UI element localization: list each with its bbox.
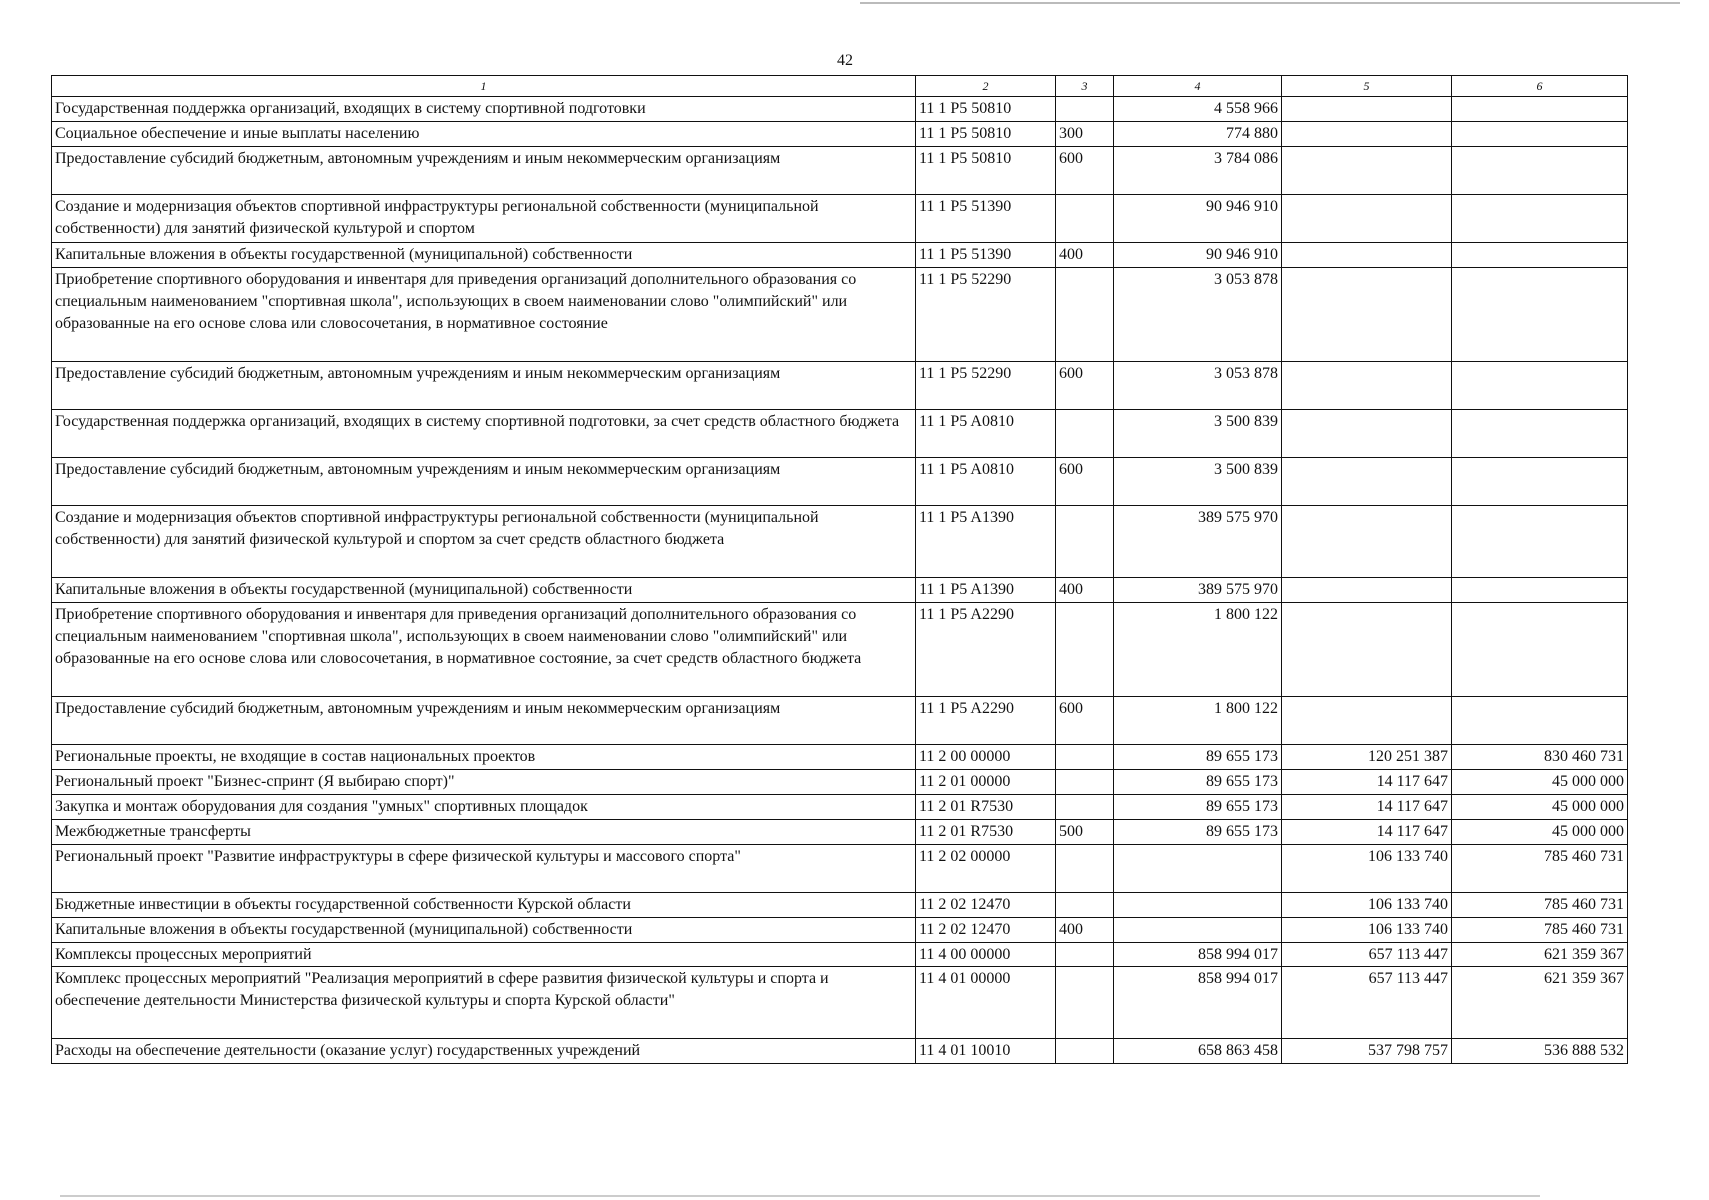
row-name: Закупка и монтаж оборудования для создания "умных" спортивных площадок — [52, 795, 916, 820]
col-header-5: 5 — [1282, 76, 1452, 97]
row-code: 11 4 01 00000 — [916, 967, 1056, 1039]
row-value-4: 858 994 017 — [1114, 967, 1282, 1039]
row-expense-type — [1056, 268, 1114, 362]
table-row — [52, 603, 1628, 697]
row-value-4: 3 053 878 — [1114, 362, 1282, 410]
row-expense-type — [1056, 795, 1114, 820]
table-header-row — [52, 76, 1628, 97]
row-value-6 — [1452, 697, 1628, 745]
row-value-4: 89 655 173 — [1114, 745, 1282, 770]
row-name: Приобретение спортивного оборудования и инвентаря для приведения организаций дополнительного образования со специальным наименованием "спортивная школа", использующих в своем наименовании слово "олимпийский" или образованные на его основе слова или словосочетания, в нормативное состояние, за счет средств областного бюджета — [52, 603, 916, 697]
row-value-6: 785 460 731 — [1452, 893, 1628, 918]
col-header-6: 6 — [1452, 76, 1628, 97]
row-value-6: 536 888 532 — [1452, 1039, 1628, 1064]
row-value-5: 120 251 387 — [1282, 745, 1452, 770]
row-value-4: 90 946 910 — [1114, 243, 1282, 268]
row-value-6: 45 000 000 — [1452, 820, 1628, 845]
scan-bottom-edge — [60, 1195, 1540, 1197]
row-expense-type — [1056, 745, 1114, 770]
table-row — [52, 967, 1628, 1039]
row-expense-type: 600 — [1056, 362, 1114, 410]
row-value-6: 621 359 367 — [1452, 943, 1628, 967]
row-code: 11 1 P5 52290 — [916, 268, 1056, 362]
scan-top-edge — [860, 2, 1680, 4]
row-value-5: 14 117 647 — [1282, 795, 1452, 820]
row-name: Предоставление субсидий бюджетным, автономным учреждениям и иным некоммерческим организациям — [52, 362, 916, 410]
row-value-4: 858 994 017 — [1114, 943, 1282, 967]
table-row — [52, 770, 1628, 795]
row-value-6 — [1452, 195, 1628, 243]
row-expense-type — [1056, 506, 1114, 578]
row-value-4: 774 880 — [1114, 122, 1282, 147]
row-expense-type — [1056, 770, 1114, 795]
row-value-5 — [1282, 147, 1452, 195]
row-expense-type: 600 — [1056, 147, 1114, 195]
row-code: 11 1 P5 A1390 — [916, 506, 1056, 578]
budget-table — [51, 75, 1628, 1064]
row-name: Предоставление субсидий бюджетным, автономным учреждениям и иным некоммерческим организациям — [52, 697, 916, 745]
table-row — [52, 268, 1628, 362]
row-expense-type: 500 — [1056, 820, 1114, 845]
row-value-4: 1 800 122 — [1114, 697, 1282, 745]
row-value-4: 4 558 966 — [1114, 97, 1282, 122]
row-code: 11 2 01 R7530 — [916, 795, 1056, 820]
row-code: 11 1 P5 51390 — [916, 243, 1056, 268]
row-value-5 — [1282, 458, 1452, 506]
table-row — [52, 943, 1628, 967]
row-value-5 — [1282, 697, 1452, 745]
row-code: 11 1 P5 51390 — [916, 195, 1056, 243]
row-name: Региональный проект "Бизнес-спринт (Я выбираю спорт)" — [52, 770, 916, 795]
row-expense-type: 400 — [1056, 918, 1114, 943]
row-value-6 — [1452, 268, 1628, 362]
row-value-6 — [1452, 410, 1628, 458]
row-value-4: 89 655 173 — [1114, 820, 1282, 845]
row-value-4: 3 500 839 — [1114, 410, 1282, 458]
row-code: 11 1 P5 A1390 — [916, 578, 1056, 603]
row-name: Предоставление субсидий бюджетным, автономным учреждениям и иным некоммерческим организациям — [52, 147, 916, 195]
row-expense-type — [1056, 967, 1114, 1039]
row-value-6: 785 460 731 — [1452, 845, 1628, 893]
row-value-5: 106 133 740 — [1282, 918, 1452, 943]
row-value-4: 89 655 173 — [1114, 795, 1282, 820]
row-value-4: 89 655 173 — [1114, 770, 1282, 795]
row-value-5: 537 798 757 — [1282, 1039, 1452, 1064]
row-value-4: 658 863 458 — [1114, 1039, 1282, 1064]
row-value-6 — [1452, 362, 1628, 410]
table-row — [52, 122, 1628, 147]
row-name: Бюджетные инвестиции в объекты государственной собственности Курской области — [52, 893, 916, 918]
row-expense-type — [1056, 1039, 1114, 1064]
row-value-4: 3 784 086 — [1114, 147, 1282, 195]
row-name: Социальное обеспечение и иные выплаты населению — [52, 122, 916, 147]
row-expense-type — [1056, 195, 1114, 243]
row-value-5: 14 117 647 — [1282, 820, 1452, 845]
col-header-3: 3 — [1056, 76, 1114, 97]
row-name: Создание и модернизация объектов спортивной инфраструктуры региональной собственности (муниципальной собственности) для занятий физической культурой и спортом — [52, 195, 916, 243]
row-value-4: 1 800 122 — [1114, 603, 1282, 697]
row-name: Капитальные вложения в объекты государственной (муниципальной) собственности — [52, 243, 916, 268]
row-name: Государственная поддержка организаций, входящих в систему спортивной подготовки — [52, 97, 916, 122]
row-value-6 — [1452, 97, 1628, 122]
row-value-5: 657 113 447 — [1282, 967, 1452, 1039]
row-value-5: 14 117 647 — [1282, 770, 1452, 795]
table-row — [52, 745, 1628, 770]
row-code: 11 1 P5 50810 — [916, 97, 1056, 122]
table-row — [52, 845, 1628, 893]
table-row — [52, 243, 1628, 268]
row-value-4 — [1114, 893, 1282, 918]
table-row — [52, 795, 1628, 820]
row-value-5: 106 133 740 — [1282, 845, 1452, 893]
row-code: 11 4 01 10010 — [916, 1039, 1056, 1064]
row-value-5 — [1282, 603, 1452, 697]
row-value-5 — [1282, 410, 1452, 458]
row-code: 11 1 P5 A0810 — [916, 410, 1056, 458]
row-name: Капитальные вложения в объекты государственной (муниципальной) собственности — [52, 918, 916, 943]
row-name: Предоставление субсидий бюджетным, автономным учреждениям и иным некоммерческим организациям — [52, 458, 916, 506]
row-value-5 — [1282, 195, 1452, 243]
row-code: 11 1 P5 50810 — [916, 147, 1056, 195]
row-value-5 — [1282, 268, 1452, 362]
row-value-5: 657 113 447 — [1282, 943, 1452, 967]
row-value-4 — [1114, 918, 1282, 943]
page-number: 42 — [837, 52, 853, 69]
row-name: Комплексы процессных мероприятий — [52, 943, 916, 967]
row-value-6 — [1452, 147, 1628, 195]
row-value-5: 106 133 740 — [1282, 893, 1452, 918]
table-row — [52, 506, 1628, 578]
row-name: Региональный проект "Развитие инфраструктуры в сфере физической культуры и массового спорта" — [52, 845, 916, 893]
row-code: 11 2 01 R7530 — [916, 820, 1056, 845]
table-row — [52, 458, 1628, 506]
table-row — [52, 195, 1628, 243]
row-name: Расходы на обеспечение деятельности (оказание услуг) государственных учреждений — [52, 1039, 916, 1064]
table-row — [52, 410, 1628, 458]
row-value-5 — [1282, 578, 1452, 603]
col-header-4: 4 — [1114, 76, 1282, 97]
row-value-4 — [1114, 845, 1282, 893]
table-row — [52, 1039, 1628, 1064]
row-value-4: 389 575 970 — [1114, 578, 1282, 603]
table-row — [52, 820, 1628, 845]
row-code: 11 1 P5 A0810 — [916, 458, 1056, 506]
row-expense-type: 400 — [1056, 243, 1114, 268]
row-name: Региональные проекты, не входящие в состав национальных проектов — [52, 745, 916, 770]
row-value-6: 45 000 000 — [1452, 770, 1628, 795]
row-code: 11 1 P5 50810 — [916, 122, 1056, 147]
row-code: 11 2 02 12470 — [916, 918, 1056, 943]
row-value-4: 3 053 878 — [1114, 268, 1282, 362]
row-expense-type — [1056, 943, 1114, 967]
row-code: 11 4 00 00000 — [916, 943, 1056, 967]
row-code: 11 1 P5 A2290 — [916, 697, 1056, 745]
row-value-6 — [1452, 122, 1628, 147]
row-name: Межбюджетные трансферты — [52, 820, 916, 845]
row-value-5 — [1282, 97, 1452, 122]
row-value-6 — [1452, 506, 1628, 578]
row-value-6: 45 000 000 — [1452, 795, 1628, 820]
table-row — [52, 147, 1628, 195]
row-expense-type: 400 — [1056, 578, 1114, 603]
row-value-6 — [1452, 578, 1628, 603]
row-value-5 — [1282, 362, 1452, 410]
row-code: 11 1 P5 52290 — [916, 362, 1056, 410]
table-row — [52, 97, 1628, 122]
row-code: 11 2 02 00000 — [916, 845, 1056, 893]
row-code: 11 2 02 12470 — [916, 893, 1056, 918]
row-name: Приобретение спортивного оборудования и инвентаря для приведения организаций дополнительного образования со специальным наименованием "спортивная школа", использующих в своем наименовании слово "олимпийский" или образованные на его основе слова или словосочетания, в нормативное состояние — [52, 268, 916, 362]
row-expense-type — [1056, 97, 1114, 122]
row-expense-type — [1056, 603, 1114, 697]
row-code: 11 2 00 00000 — [916, 745, 1056, 770]
row-expense-type — [1056, 893, 1114, 918]
table-row — [52, 893, 1628, 918]
row-name: Комплекс процессных мероприятий "Реализация мероприятий в сфере развития физической культуры и спорта и обеспечение деятельности Министерства физической культуры и спорта Курской области" — [52, 967, 916, 1039]
row-code: 11 2 01 00000 — [916, 770, 1056, 795]
row-value-6: 621 359 367 — [1452, 967, 1628, 1039]
row-expense-type: 600 — [1056, 458, 1114, 506]
row-value-4: 389 575 970 — [1114, 506, 1282, 578]
row-name: Капитальные вложения в объекты государственной (муниципальной) собственности — [52, 578, 916, 603]
row-value-6 — [1452, 243, 1628, 268]
row-value-4: 3 500 839 — [1114, 458, 1282, 506]
table-row — [52, 697, 1628, 745]
table-row — [52, 918, 1628, 943]
row-expense-type — [1056, 845, 1114, 893]
row-value-5 — [1282, 506, 1452, 578]
row-value-6 — [1452, 458, 1628, 506]
table-row — [52, 578, 1628, 603]
col-header-1: 1 — [52, 76, 916, 97]
row-value-6: 785 460 731 — [1452, 918, 1628, 943]
table-row — [52, 362, 1628, 410]
row-value-4: 90 946 910 — [1114, 195, 1282, 243]
row-value-6 — [1452, 603, 1628, 697]
row-value-5 — [1282, 122, 1452, 147]
row-expense-type — [1056, 410, 1114, 458]
row-value-6: 830 460 731 — [1452, 745, 1628, 770]
row-code: 11 1 P5 A2290 — [916, 603, 1056, 697]
col-header-2: 2 — [916, 76, 1056, 97]
row-value-5 — [1282, 243, 1452, 268]
row-name: Государственная поддержка организаций, входящих в систему спортивной подготовки, за счет средств областного бюджета — [52, 410, 916, 458]
row-expense-type: 600 — [1056, 697, 1114, 745]
row-name: Создание и модернизация объектов спортивной инфраструктуры региональной собственности (муниципальной собственности) для занятий физической культурой и спортом за счет средств областного бюджета — [52, 506, 916, 578]
row-expense-type: 300 — [1056, 122, 1114, 147]
